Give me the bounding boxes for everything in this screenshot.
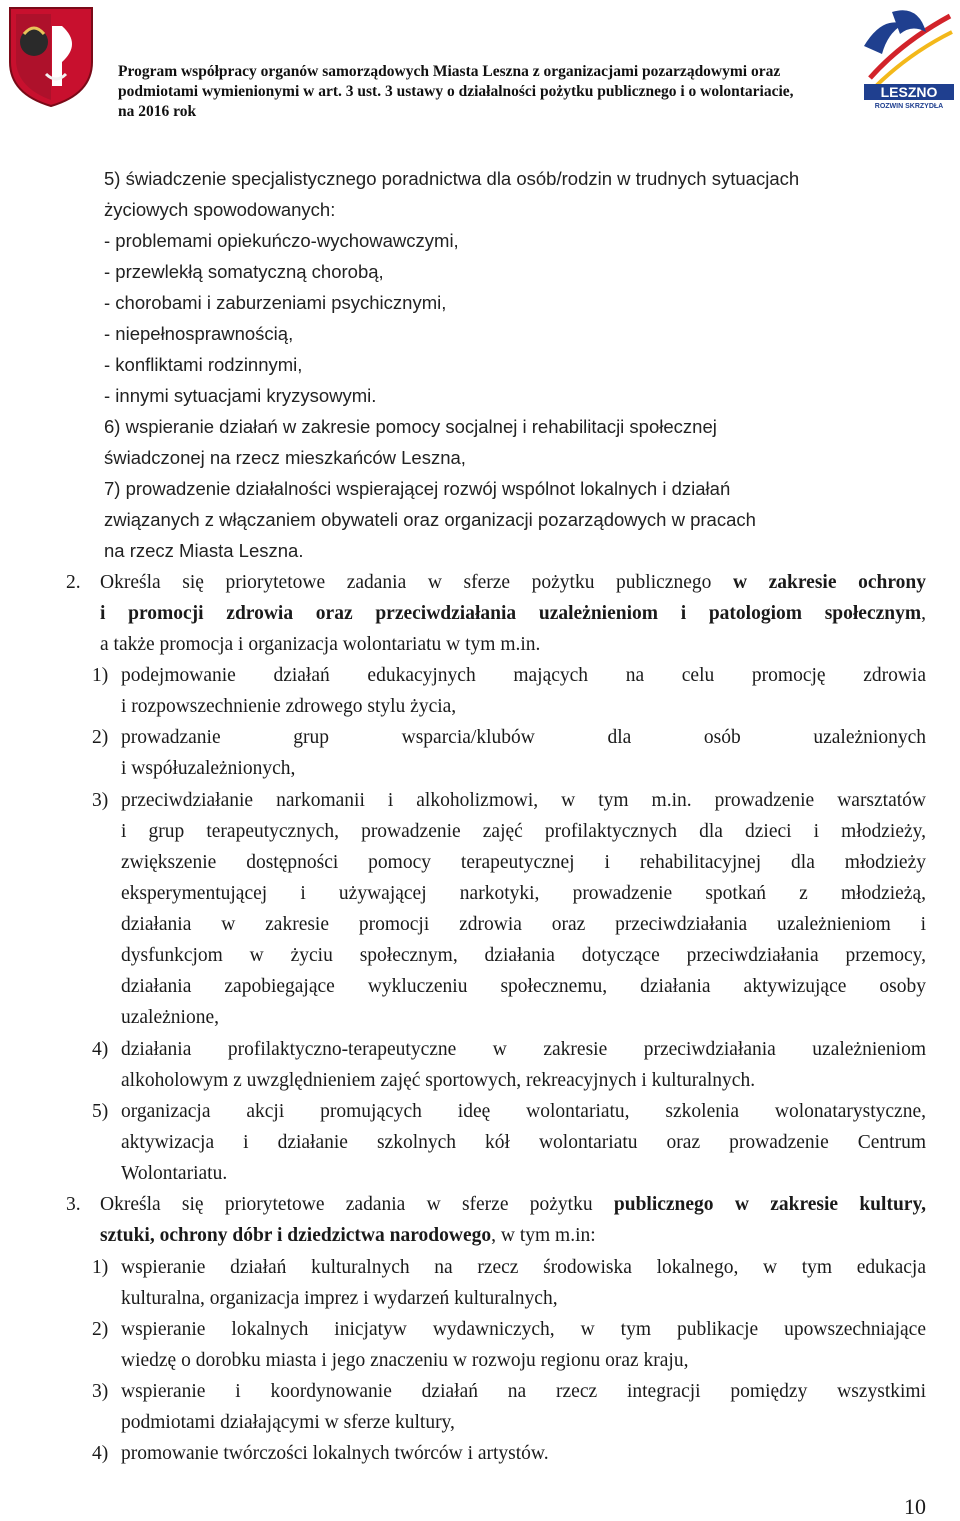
point-3-item-line: podmiotami działającymi w sferze kultury, [121,1412,455,1433]
point-3-item-number: 1) [92,1257,109,1278]
page-number: 10 [904,1494,926,1519]
point-3-item-line: kulturalna, organizacja imprez i wydarzeń kulturalnych, [121,1288,558,1309]
point-3-line-1 [100,1189,926,1220]
point-2-item-line: działania w zakresie promocji zdrowia oraz przeciwdziałania uzależnieniom i [121,914,926,935]
section-5-item: - konfliktami rodzinnymi, [104,354,303,375]
section-6-line-1: 6) wspieranie działań w zakresie pomocy socjalnej i rehabilitacji społecznej [104,416,717,437]
point-2-line-1-plain: Określa się priorytetowe zadania w sferze pożytku publicznego [100,572,733,593]
point-2-item-line: uzależnione, [121,1007,219,1028]
point-2-item-line: organizacja akcji promujących ideę wolontariatu, szkolenia wolonatarystyczne, [121,1101,926,1122]
point-2-item-line: dysfunkcjom w życiu społecznym, działania dotyczące przeciwdziałania przemocy, [121,945,926,966]
point-3-item-line: wspieranie działań kulturalnych na rzecz środowiska lokalnego, w tym edukacja [121,1257,926,1278]
section-5-item: - chorobami i zaburzeniami psychicznymi, [104,292,447,313]
point-2-item-line: alkoholowym z uwzględnieniem zajęć sportowych, rekreacyjnych i kulturalnych. [121,1070,756,1091]
point-2-line-2 [100,598,926,629]
section-7-line-1: 7) prowadzenie działalności wspierającej rozwój wspólnot lokalnych i działań [104,478,731,499]
point-2-item-number: 1) [92,665,109,686]
section-5-item: - przewlekłą somatyczną chorobą, [104,261,384,282]
section-5-item: - innymi sytuacjami kryzysowymi. [104,385,377,406]
point-2-line-1-bold: w zakresie ochrony [732,572,926,593]
leszno-logo-text: LESZNO [880,84,938,100]
leszno-logo-subtext: ROZWIN SKRZYDŁA [874,103,944,110]
point-2-item-line: i rozpowszechnienie zdrowego stylu życia, [121,696,457,717]
point-3-item-line: promowanie twórczości lokalnych twórców i artystów. [121,1443,549,1464]
page-header [0,0,960,125]
section-7-line-3: na rzecz Miasta Leszna. [104,540,304,561]
header-line-1: Program współpracy organów samorządowych Miasta Leszna z organizacjami pozarządowymi oraz [118,63,781,80]
point-3-line-1-bold: publicznego w zakresie kultury, [613,1194,926,1215]
section-5-title-line-1: 5) świadczenie specjalistycznego poradnictwa dla osób/rodzin w trudnych sytuacjach [104,168,800,189]
point-3-item-number: 2) [92,1319,109,1340]
point-2-item-line: działania profilaktyczno-terapeutyczne w zakresie przeciwdziałania uzależnieniom [121,1039,926,1060]
header-line-2: podmiotami wymienionymi w art. 3 ust. 3 ustawy o działalności pożytku publicznego i o wolontariacie, [118,83,794,100]
point-2-item-line: przeciwdziałanie narkomanii i alkoholizmowi, w tym m.in. prowadzenie warsztatów [121,790,926,811]
point-2-line-1 [100,567,926,598]
section-5-item: - problemami opiekuńczo-wychowawczymi, [104,230,459,251]
point-3-item-line: wspieranie lokalnych inicjatyw wydawniczych, w tym publikacje upowszechniające [121,1319,926,1340]
point-3-line-2-plain: , w tym m.in: [491,1225,596,1246]
section-7-line-2: związanych z włączaniem obywateli oraz organizacji pozarządowych w pracach [104,509,756,530]
section-6-line-2: świadczonej na rzecz mieszkańców Leszna, [104,447,466,468]
point-3-item-line: wspieranie i koordynowanie działań na rzecz integracji pomiędzy wszystkimi [121,1381,926,1402]
point-3-line-1-plain: Określa się priorytetowe zadania w sferze pożytku [100,1194,614,1215]
point-3-number: 3. [66,1194,81,1215]
point-2-item-number: 3) [92,790,109,811]
point-2-item-line: działania zapobiegające wykluczeniu społecznemu, działania aktywizujące osoby [121,976,926,997]
point-2-item-line: podejmowanie działań edukacyjnych mających na celu promocję zdrowia [121,665,926,686]
point-2-line-2-bold: i promocji zdrowia oraz przeciwdziałania uzależnieniom i patologiom społecznym [100,603,922,624]
point-2-line-2-plain: , [921,603,926,624]
point-2-item-number: 4) [92,1039,109,1060]
header-title [118,62,858,122]
section-5-title-line-2: życiowych spowodowanych: [104,199,336,220]
point-3-item-number: 3) [92,1381,109,1402]
point-2-item-number: 5) [92,1101,109,1122]
point-2-line-3: a także promocja i organizacja wolontariatu w tym m.in. [100,634,541,655]
point-2-item-number: 2) [92,727,109,748]
point-2-item-line: i grup terapeutycznych, prowadzenie zajęć profilaktycznych dla dzieci i młodzieży, [121,821,926,842]
point-3-item-line: wiedzę o dorobku miasta i jego znaczeniu w rozwoju regionu oraz kraju, [121,1350,689,1371]
point-2-number: 2. [66,572,81,593]
leszno-city-logo [862,6,956,110]
point-2-item-line: zwiększenie dostępności pomocy terapeutycznej i rehabilitacyjnej dla młodzieży [121,852,926,873]
point-2-item-line: eksperymentującej i używającej narkotyki, prowadzenie spotkań z młodzieżą, [121,883,926,904]
point-3-item-number: 4) [92,1443,109,1464]
point-3-line-2-bold: sztuki, ochrony dóbr i dziedzictwa narodowego [100,1225,492,1246]
point-2-item-line: aktywizacja i działanie szkolnych kół wolontariatu oraz prowadzenie Centrum [121,1132,926,1153]
point-3-line-2 [100,1220,596,1251]
coat-of-arms-logo [6,4,96,108]
point-2-item-line: i współuzależnionych, [121,758,296,779]
section-5-item: - niepełnosprawnością, [104,323,294,344]
point-2-item-line: Wolontariatu. [121,1163,228,1184]
point-2-item-line: prowadzanie grup wsparcia/klubów dla osób uzależnionych [121,727,926,748]
header-line-3: na 2016 rok [118,103,197,120]
